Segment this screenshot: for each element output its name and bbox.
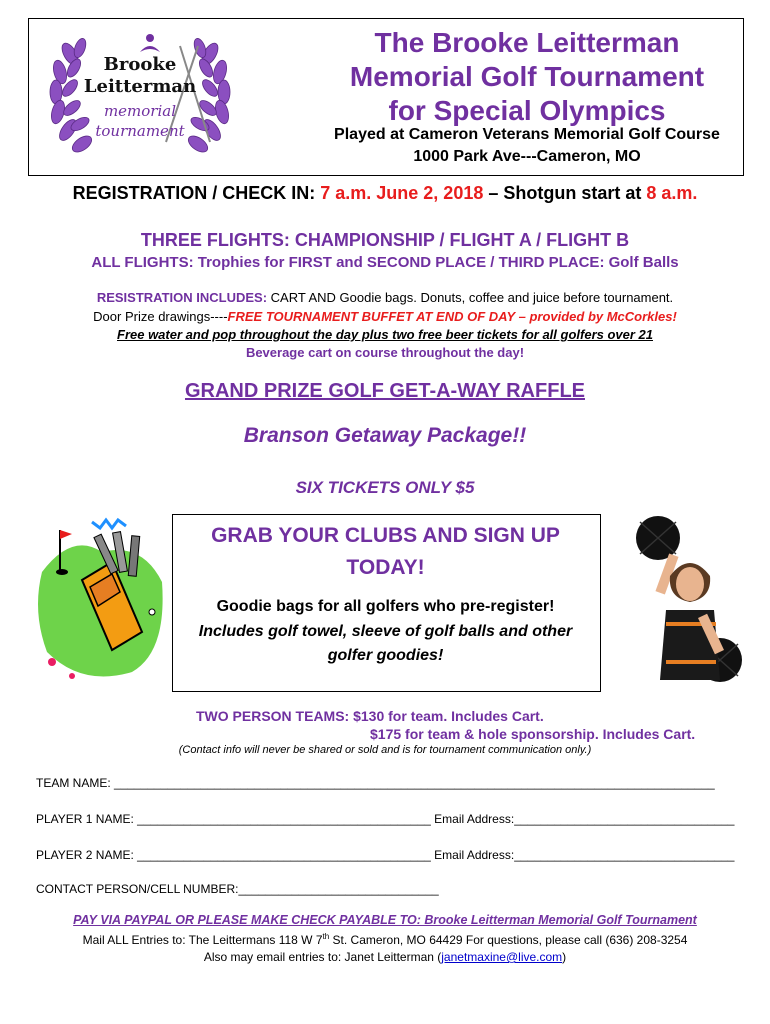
team-price-line-1: TWO PERSON TEAMS: $130 for team. Includes Cart. <box>196 708 544 724</box>
mail-text-a: Mail ALL Entries to: The Leittermans 118 W 7 <box>82 933 323 947</box>
mail-superscript: th <box>322 932 330 941</box>
signup-heading-line-1: GRAB YOUR CLUBS AND SIGN UP <box>211 524 560 547</box>
player-1-email-label: Email Address: <box>434 812 515 826</box>
svg-text:Leitterman: Leitterman <box>83 76 197 97</box>
contact-row <box>36 882 439 896</box>
goodie-includes-line-1: Includes golf towel, sleeve of golf balls and other <box>198 623 573 640</box>
title-line-2: Memorial Golf Tournament <box>349 61 705 92</box>
svg-text:memorial: memorial <box>103 102 177 120</box>
contact-label: CONTACT PERSON/CELL NUMBER: <box>36 882 239 896</box>
player-2-email-field[interactable]: _________________________________ <box>514 848 735 862</box>
player-1-label: PLAYER 1 NAME: <box>36 812 134 826</box>
registration-includes <box>0 290 770 305</box>
team-name-row <box>36 776 715 790</box>
raffle-heading: GRAND PRIZE GOLF GET-A-WAY RAFFLE <box>184 380 585 402</box>
signup-heading-line-2: TODAY! <box>346 556 425 579</box>
door-prize-prefix: Door Prize drawings---- <box>93 309 228 324</box>
svg-text:Brooke: Brooke <box>103 54 177 75</box>
registration-label: REGISTRATION / CHECK IN: <box>72 183 321 203</box>
payment-instructions: PAY VIA PAYPAL OR PLEASE MAKE CHECK PAYABLE TO: Brooke Leitterman Memorial Golf Tournament <box>73 913 697 927</box>
title-line-1: The Brooke Leitterman <box>374 27 680 58</box>
raffle-tickets: SIX TICKETS ONLY $5 <box>295 478 475 497</box>
goodie-bags-line: Goodie bags for all golfers who pre-register! <box>216 598 555 615</box>
goodie-includes <box>172 620 599 668</box>
svg-text:tournament: tournament <box>95 122 185 140</box>
player-1-name-field[interactable]: ____________________________________________ <box>137 812 431 826</box>
address-line: 1000 Park Ave---Cameron, MO <box>413 148 641 165</box>
email-prefix: Also may email entries to: Janet Leitterman ( <box>203 950 442 964</box>
goodie-includes-line-2: golfer goodies! <box>327 647 444 664</box>
flights-heading: THREE FLIGHTS: CHAMPIONSHIP / FLIGHT A / FLIGHT B <box>140 230 630 250</box>
door-prize-line <box>0 309 770 324</box>
raffle-package: Branson Getaway Package!! <box>243 424 527 447</box>
cheerleader-photo <box>620 510 750 690</box>
email-line <box>0 950 770 964</box>
player-2-name-field[interactable]: ____________________________________________ <box>137 848 431 862</box>
venue-line: Played at Cameron Veterans Memorial Golf Course <box>334 126 720 143</box>
team-name-label: TEAM NAME: <box>36 776 111 790</box>
player-2-label: PLAYER 2 NAME: <box>36 848 134 862</box>
includes-text: CART AND Goodie bags. Donuts, coffee and juice before tournament. <box>267 290 674 305</box>
email-link[interactable]: janetmaxine@live.com <box>441 950 563 964</box>
checkin-time: 7 a.m. <box>320 183 372 203</box>
water-line: Free water and pop throughout the day plus two free beer tickets for all golfers over 21 <box>117 327 653 342</box>
trophies-line: ALL FLIGHTS: Trophies for FIRST and SECOND PLACE / THIRD PLACE: Golf Balls <box>91 254 679 271</box>
signup-heading <box>172 520 599 584</box>
player-1-email-field[interactable]: _________________________________ <box>514 812 735 826</box>
start-time: 8 a.m. <box>646 183 698 203</box>
buffet-text: FREE TOURNAMENT BUFFET AT END OF DAY – provided by McCorkles! <box>227 309 677 324</box>
golf-bag-illustration <box>32 512 172 690</box>
event-date: June 2, 2018 <box>371 183 484 203</box>
tournament-logo <box>40 24 240 164</box>
includes-label: RESISTRATION INCLUDES: <box>96 290 268 305</box>
mailing-address <box>0 932 770 947</box>
team-name-field[interactable]: __________________________________________________________________________________________ <box>114 776 715 790</box>
contact-field[interactable]: ______________________________ <box>238 882 439 896</box>
registration-line <box>0 183 770 204</box>
mail-text-b: St. Cameron, MO 64429 For questions, please call (636) 208-3254 <box>329 933 688 947</box>
title-line-3: for Special Olympics <box>388 95 666 126</box>
player-2-row <box>36 848 734 862</box>
tournament-title <box>292 26 762 128</box>
beverage-line: Beverage cart on course throughout the day! <box>245 345 525 360</box>
shotgun-label: – Shotgun start at <box>483 183 647 203</box>
privacy-note: (Contact info will never be shared or sold and is for tournament communication only.) <box>178 744 592 756</box>
player-2-email-label: Email Address: <box>434 848 515 862</box>
email-suffix: ) <box>562 950 567 964</box>
player-1-row <box>36 812 734 826</box>
team-price-line-2: $175 for team & hole sponsorship. Includes Cart. <box>370 726 696 742</box>
